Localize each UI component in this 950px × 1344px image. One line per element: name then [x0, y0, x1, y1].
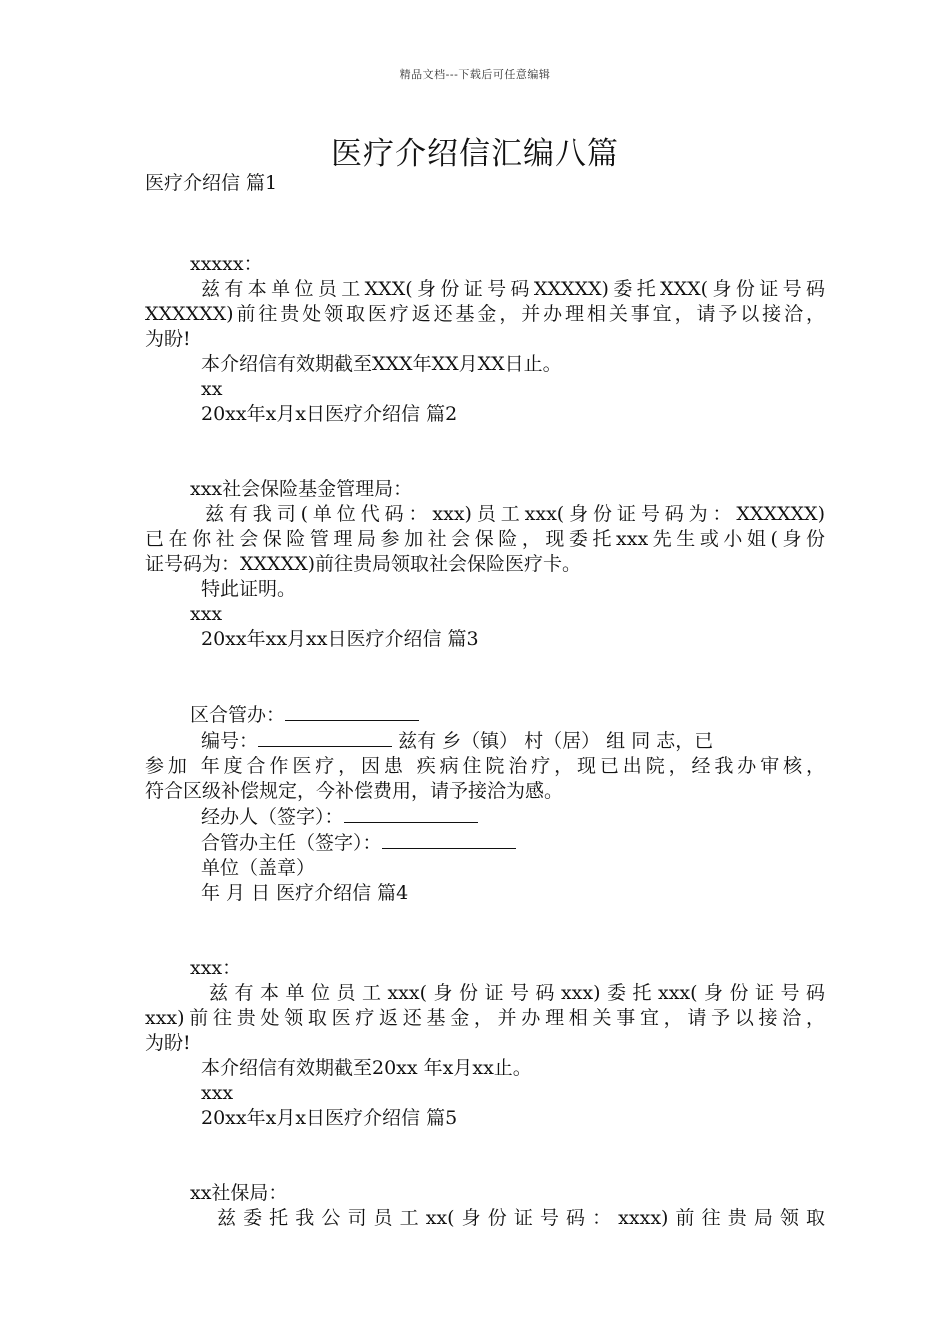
- signer: xxx: [190, 603, 223, 625]
- date-and-next-heading: [145, 1106, 825, 1131]
- blank-field: [382, 830, 516, 849]
- closing: 特此证明。: [201, 578, 297, 600]
- body-line: 为盼!: [145, 328, 191, 350]
- director-signature: 合管办主任（签字）：: [145, 830, 825, 856]
- handler-signature: 经办人（签字）：: [145, 804, 825, 830]
- blank-field: [285, 702, 419, 721]
- body-line: 兹有 乡（镇） 村（居） 组 同 志，已: [398, 730, 714, 752]
- signer: xxx: [201, 1082, 234, 1104]
- salutation: 区合管办：: [145, 702, 825, 728]
- spacer: [145, 427, 825, 477]
- body-line: XXXXXX)前往贵处领取医疗返还基金，并办理相关事宜，请予以接洽，: [145, 303, 825, 325]
- body-line: xxx)前往贵处领取医疗返还基金，并办理相关事宜，请予以接洽，: [145, 1007, 825, 1029]
- spacer: [145, 1131, 825, 1181]
- date: 20xx年x月x日: [201, 403, 326, 425]
- number-and-body-line: [145, 728, 825, 754]
- validity-note: 本介绍信有效期截至XXX年XX月XX日止。: [201, 353, 562, 375]
- salutation: xxx：: [190, 957, 242, 979]
- spacer: [145, 196, 825, 252]
- date-and-next-heading: [145, 402, 825, 427]
- date: 20xx年xx月xx日: [201, 628, 347, 650]
- section-heading: 医疗介绍信 篇4: [276, 882, 409, 904]
- unit-seal: 单位（盖章）: [201, 857, 316, 879]
- body-line: 为盼!: [145, 1032, 191, 1054]
- body-line: 已在你社会保险管理局参加社会保险，现委托xxx先生或小姐(身份: [145, 528, 825, 550]
- body-line: 符合区级补偿规定，今补偿费用，请予接洽为感。: [145, 780, 564, 802]
- salutation: xx社保局：: [190, 1182, 288, 1204]
- date-and-next-heading: [145, 627, 825, 652]
- spacer: [145, 906, 825, 956]
- section-heading: 医疗介绍信 篇3: [346, 628, 479, 650]
- body-line: 兹有本单位员工xxx(身份证号码xxx)委托xxx(身份证号码: [209, 982, 825, 1004]
- date: 20xx年x月x日: [201, 1107, 326, 1129]
- body-line: 兹委托我公司员工xx(身份证号码：xxxx)前往贵局领取: [217, 1207, 825, 1229]
- signer: xx: [201, 378, 223, 400]
- validity-note: 本介绍信有效期截至20xx 年x月xx止。: [201, 1057, 532, 1079]
- body-line: 兹有我司(单位代码：xxx)员工xxx(身份证号码为：XXXXXX): [205, 503, 825, 525]
- number-label: 编号：: [201, 730, 259, 752]
- date-and-next-heading: [145, 881, 825, 906]
- date: 年 月 日: [201, 882, 271, 904]
- section-heading: 医疗介绍信 篇1: [145, 172, 278, 194]
- blank-field: [344, 804, 478, 823]
- section-heading: 医疗介绍信 篇2: [325, 403, 458, 425]
- document-title: 医疗介绍信汇编八篇: [331, 136, 619, 172]
- section-heading: 医疗介绍信 篇5: [325, 1107, 458, 1129]
- document-body: [145, 171, 825, 1231]
- salutation: xxx社会保险基金管理局：: [190, 478, 413, 500]
- header-note: 精品文档---下载后可任意编辑: [399, 68, 551, 81]
- salutation: xxxxx：: [190, 253, 263, 275]
- body-line: 证号码为：XXXXX)前往贵局领取社会保险医疗卡。: [145, 553, 582, 575]
- body-line: 兹有本单位员工XXX(身份证号码XXXXX)委托XXX(身份证号码: [201, 278, 825, 300]
- blank-field: [258, 728, 392, 747]
- spacer: [145, 652, 825, 702]
- body-line: 参加 年度合作医疗，因患 疾病住院治疗，现已出院，经我办审核，: [145, 755, 825, 777]
